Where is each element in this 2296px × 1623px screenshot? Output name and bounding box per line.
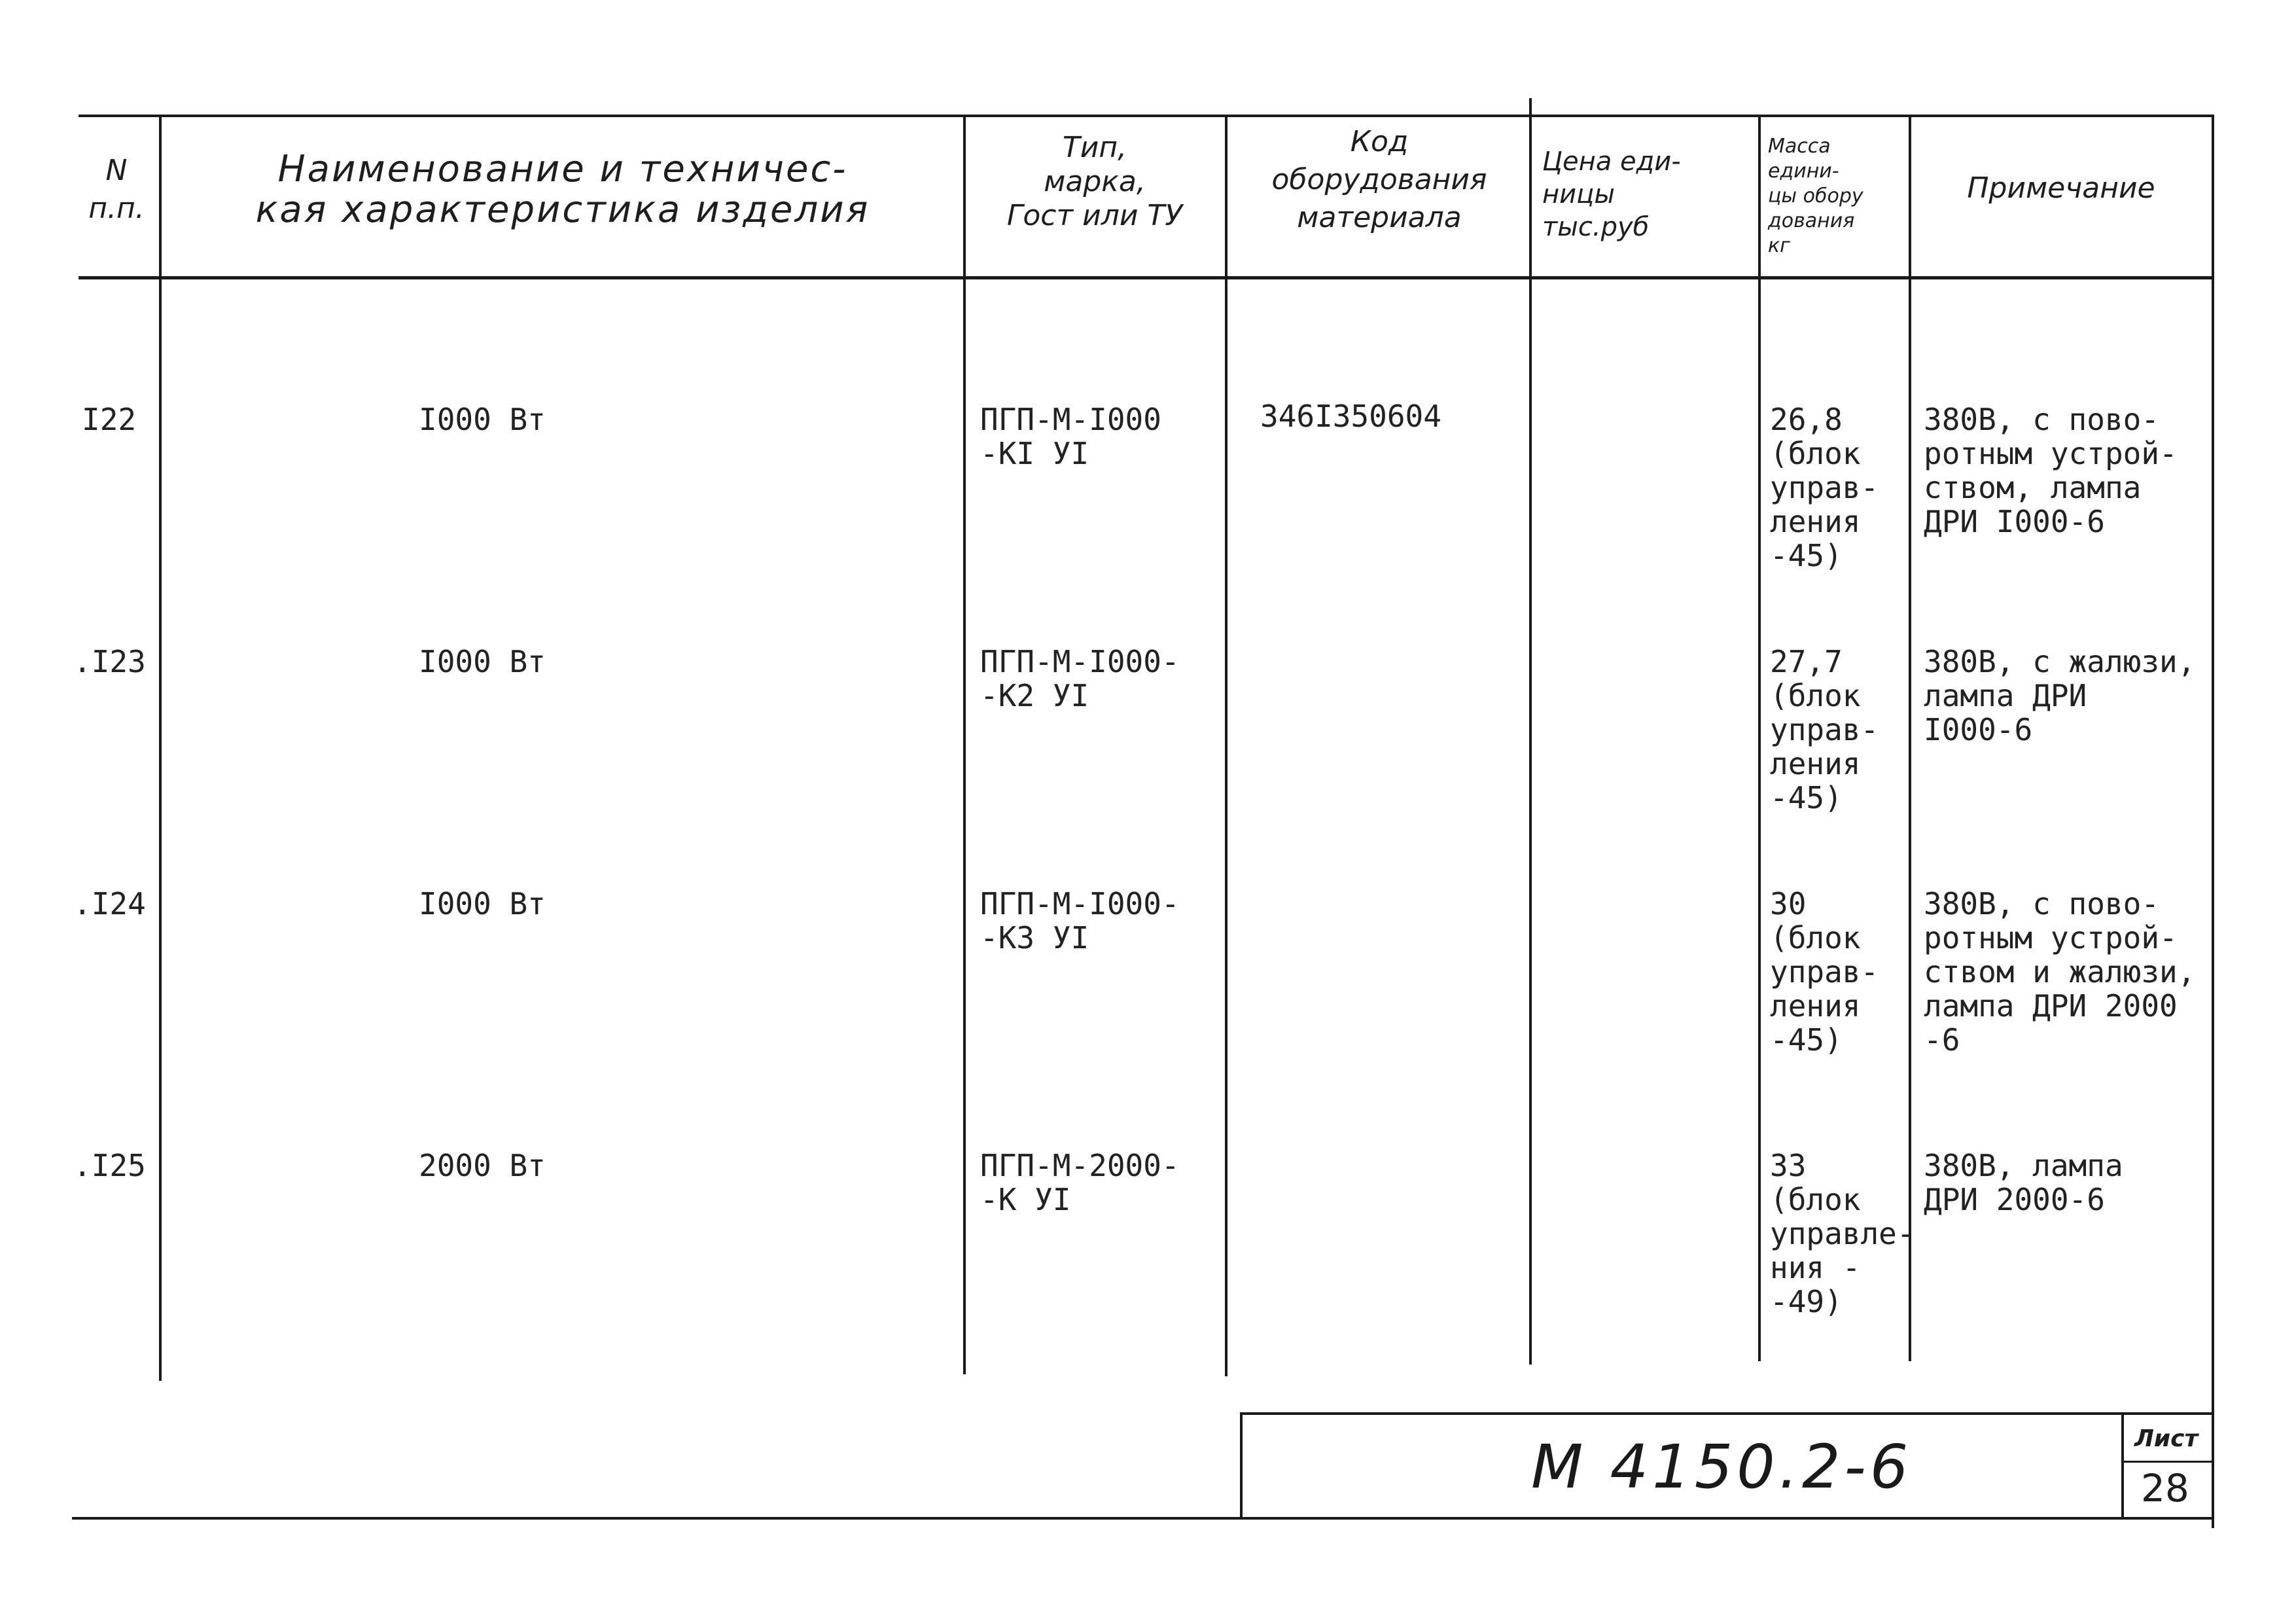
stamp-top-border: [1240, 1412, 2213, 1415]
col-sep-price: [1758, 115, 1761, 1361]
col-sep-num: [159, 115, 162, 1381]
sheet-box-divider: [2121, 1461, 2213, 1463]
row-1-num: I22: [82, 402, 137, 437]
sheet-box-border: [2121, 1412, 2124, 1517]
row-3-type: ПГП-М-I000- -К3 УI: [980, 886, 1180, 955]
stamp-left-border: [1240, 1412, 1243, 1517]
row-3-name: I000 Вт: [419, 886, 546, 921]
row-4-name: 2000 Вт: [419, 1148, 546, 1183]
row-1-code: 346I350604: [1260, 399, 1441, 434]
header-code: Код оборудования материала: [1271, 125, 1487, 234]
table-top-border: [79, 115, 2213, 117]
row-1-mass: 26,8 (блок управ- ления -45): [1770, 402, 1879, 573]
row-4-num: .I25: [73, 1148, 146, 1183]
row-3-note: 380В, с пово- ротным устрой- ством и жалюзи, лампа ДРИ 2000 -6: [1924, 886, 2196, 1058]
row-1-type: ПГП-М-I000 -КI УI: [980, 402, 1161, 471]
col-sep-type: [1225, 115, 1227, 1376]
row-1-note: 380В, с пово- ротным устрой- ством, лампа ДРИ I000-6: [1924, 402, 2178, 539]
col-sep-name: [963, 115, 966, 1374]
row-2-type: ПГП-М-I000- -К2 УI: [980, 644, 1180, 713]
header-name: Наименование и техничес- кая характеристика изделия: [255, 148, 870, 231]
table-right-border: [2212, 115, 2214, 1528]
row-2-mass: 27,7 (блок управ- ления -45): [1770, 644, 1879, 815]
sheet-label: Лист: [2134, 1425, 2199, 1452]
col-sep-code: [1529, 98, 1532, 1364]
sheet-number: 28: [2141, 1466, 2189, 1510]
header-bottom-border: [79, 276, 2213, 279]
header-note: Примечание: [1967, 171, 2155, 205]
document-code: М 4150.2-6: [1531, 1432, 1913, 1502]
page-bottom-border: [72, 1517, 2213, 1520]
row-3-num: .I24: [73, 886, 146, 921]
header-type: Тип, марка, Гост или ТУ: [1006, 131, 1183, 232]
row-3-mass: 30 (блок управ- ления -45): [1770, 886, 1879, 1058]
row-4-mass: 33 (блок управле- ния - -49): [1770, 1148, 1915, 1319]
header-mass: Масса едини- цы обору дования кг: [1768, 135, 1863, 257]
row-2-note: 380В, с жалюзи, лампа ДРИ I000-6: [1924, 644, 2196, 747]
row-1-name: I000 Вт: [419, 402, 546, 437]
row-4-type: ПГП-М-2000- -К УI: [980, 1148, 1180, 1217]
row-2-num: .I23: [73, 644, 146, 679]
header-price: Цена еди- ницы тыс.руб: [1542, 147, 1681, 242]
row-2-name: I000 Вт: [419, 644, 546, 679]
row-4-note: 380В, лампа ДРИ 2000-6: [1924, 1148, 2123, 1217]
header-num: N п.п.: [88, 154, 145, 225]
